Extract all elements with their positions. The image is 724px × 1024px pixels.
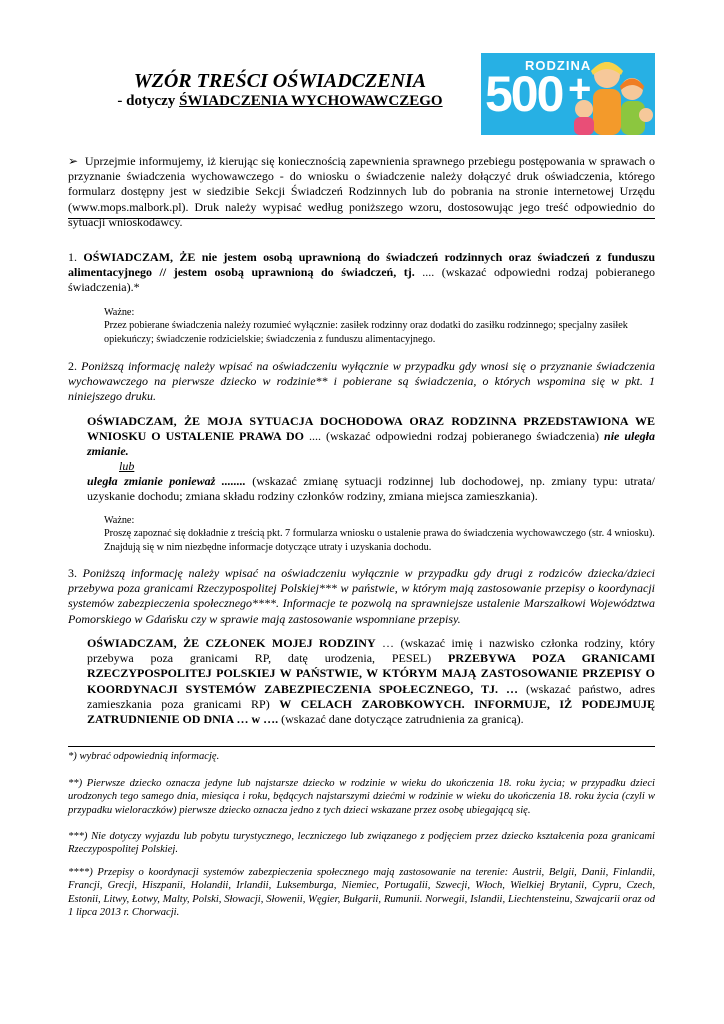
section-2-info bbox=[68, 359, 655, 405]
footnote-3 bbox=[68, 830, 655, 857]
rodzina-500-plus-logo bbox=[481, 53, 655, 135]
section-1 bbox=[68, 250, 655, 296]
section-2-declaration bbox=[87, 414, 655, 460]
section-2-change-text: (wskazać zmianę sytuacji rodzinnej lub dochodowej, np. zmiany typu: utrata/ uzyskanie dochodu; zmiana składu rodziny członków rodziny, zmiana miejsca zamieszkania). bbox=[87, 474, 655, 504]
logo-plus: + bbox=[568, 67, 592, 111]
section-3-instruction: Poniższą informację należy wpisać na oświadczeniu wyłącznie w przypadku gdy drugi z rodziców dziecka/dzieci przebywa poza granicami Rzeczypospolitej Polskiej*** w państwie, w którym mają zastosowanie przepisy o koordynacji systemów zabezpieczenia społecznego****. Informacje te pozwolą na sprawniejsze ustalenie Marszałkowi Województwa Pomorskiego w Gdańsku czy w sprawie mają zastosowanie wspomniane przepisy. bbox=[68, 566, 656, 626]
note-label: Ważne: bbox=[104, 307, 135, 318]
footnote-4 bbox=[68, 866, 655, 920]
section-1-note bbox=[104, 306, 655, 346]
section-2-or bbox=[119, 459, 134, 474]
document-title: WZÓR TREŚCI OŚWIADCZENIA bbox=[133, 70, 427, 92]
note-text: Przez pobierane świadczenia należy rozumieć wyłącznie: zasiłek rodzinny oraz dodatki do zasiłku rodzinnego; specjalny zasiłek opiekuńczy; świadczenie rodzicielskie; świadczenia z funduszu alimentacyjnego. bbox=[104, 320, 628, 345]
footnote-2 bbox=[68, 777, 655, 817]
section-2-instruction: Poniższą informację należy wpisać na oświadczeniu wyłącznie w przypadku gdy wnosi się o przyznanie świadczenia wychowawczego na pierwsze dziecko w rodzinie** i pobierane są świadczenia, o których wspomina się w pkt. 1 niniejszego druku. bbox=[68, 359, 655, 404]
divider bbox=[68, 218, 655, 219]
footnote-divider bbox=[68, 746, 655, 747]
bullet-icon: ➢ bbox=[68, 154, 79, 168]
section-2-bold-text: OŚWIADCZAM, ŻE MOJA SYTUACJA DOCHODOWA ORAZ RODZINNA PRZEDSTAWIONA WE WNIOSKU O USTALENIE PRAWA DO bbox=[87, 414, 655, 444]
note-label: Ważne: bbox=[104, 515, 135, 526]
section-2-note bbox=[104, 514, 655, 554]
logo-word: RODZINA bbox=[525, 58, 592, 73]
section-3-text-3: (wskazać dane dotyczące zatrudnienia za granicą). bbox=[278, 712, 524, 727]
section-1-declaration: OŚWIADCZAM, ŻE nie jestem osobą uprawnioną do świadczeń rodzinnych oraz świadczeń z funduszu alimentacyjnego // jestem osobą uprawnioną do świadczeń, tj. bbox=[68, 250, 655, 280]
section-3-bold-3: W CELACH ZAROBKOWYCH. INFORMUJE, IŻ PODEJMUJĘ ZATRUDNIENIE OD DNIA … w …. bbox=[87, 696, 656, 727]
option-no-change: nie uległa zmianie. bbox=[87, 429, 656, 459]
section-3-bold-1: OŚWIADCZAM, ŻE CZŁONEK MOJEJ RODZINY bbox=[87, 636, 376, 650]
or-label: lub bbox=[119, 459, 135, 473]
section-3-text-1: … (wskazać imię i nazwisko członka rodziny, który przebywa poza granicami RP, datę urodzenia, PESEL) bbox=[87, 636, 655, 666]
section-3-text-2: (wskazać państwo, adres zamieszkania poza granicami RP) bbox=[87, 681, 655, 711]
section-2-number: 2. bbox=[68, 359, 82, 373]
footnote-1 bbox=[68, 750, 655, 763]
section-3-declaration bbox=[87, 636, 655, 727]
document-subtitle bbox=[40, 93, 520, 110]
footnote-text: ***) Nie dotyczy wyjazdu lub pobytu turystycznego, leczniczego lub związanego z podjęciem przez dziecko kształcenia poza granicami Rzeczypospolitej Polskiej. bbox=[68, 831, 655, 856]
footnote-text: ****) Przepisy o koordynacji systemów zabezpieczenia społecznego mają zastosowanie na terenie: Austrii, Belgii, Danii, Finlandii, Francji, Grecji, Hiszpanii, Holandii, Irlandii, Luksemburga, Niemiec, Portugalii, Szwecji, Włoch, Wielkiej Brytanii, Cypru, Czech, Estonii, Litwy, Łotwy, Malty, Polski, Słowacji, Słowenii, Węgier, Bułgarii, Rumunii. Norwegii, Islandii, Liechtensteinu, Szwajcarii oraz od 1 lipca 2013 r. Chorwacji. bbox=[68, 867, 655, 919]
note-text: Proszę zapoznać się dokładnie z treścią pkt. 7 formularza wniosku o ustalenie prawa do świadczenia wychowawczego (str. 4 wniosku). Znajdują się w nim niezbędne informacje dotyczące utraty i uzyskania dochodu. bbox=[104, 528, 655, 553]
section-3-bold-2: PRZEBYWA POZA GRANICAMI RZECZYPOSPOLITEJ POLSKIEJ W PAŃSTWIE, W KTÓRYM MAJĄ ZASTOSOWANIE PRZEPISY O KOORDYNACJI SYSTEMÓW ZABEZPIECZENIA SPOŁECZNEGO, TJ. … bbox=[87, 651, 655, 696]
option-changed: uległa zmianie ponieważ ........ bbox=[87, 474, 246, 488]
section-1-star: * bbox=[133, 280, 140, 295]
footnote-text: *) wybrać odpowiednią informację. bbox=[68, 751, 220, 762]
section-1-number: 1. bbox=[68, 250, 84, 264]
section-2-text: .... (wskazać odpowiedni rodzaj pobieranego świadczenia) bbox=[304, 429, 605, 444]
section-3-info bbox=[68, 566, 655, 627]
subtitle-prefix: - dotyczy bbox=[117, 93, 180, 109]
intro-text: Uprzejmie informujemy, iż kierując się koniecznością zapewnienia sprawnego przebiegu postępowania w sprawach o przyznanie świadczenia wychowawczego - do wniosku o świadczenie należy dołączyć druk oświadczenia, którego formularz dostępny jest w siedzibie Sekcji Świadczeń Rodzinnych lub do pobrania na stronie internetowej Urzędu (www.mops.malbork.pl). Druk należy wypisać według poniższego wzoru, dostosowując jego treść odpowiednio do sytuacji wnioskodawcy. bbox=[68, 154, 656, 229]
logo-number: 500 bbox=[485, 66, 563, 122]
section-3-number: 3. bbox=[68, 566, 83, 580]
footnote-text: **) Pierwsze dziecko oznacza jedyne lub najstarsze dziecko w rodzinie w wieku do ukończenia 18. roku życia; w przypadku dzieci urodzonych tego samego dnia, miesiąca i roku, będących najstarszymi dziećmi w rodzinie w wieku do ukończenia 18. roku życia (czyli w przypadku wieloraczków) pierwsze dziecko oznacza jedno z tych dzieci wskazane przez osobę ubiegającą się. bbox=[68, 778, 655, 816]
subtitle-main: ŚWIADCZENIA WYCHOWAWCZEGO bbox=[179, 93, 443, 109]
section-1-text: .... (wskazać odpowiedni rodzaj pobieranego świadczenia). bbox=[68, 265, 655, 295]
section-2-change bbox=[87, 474, 655, 504]
